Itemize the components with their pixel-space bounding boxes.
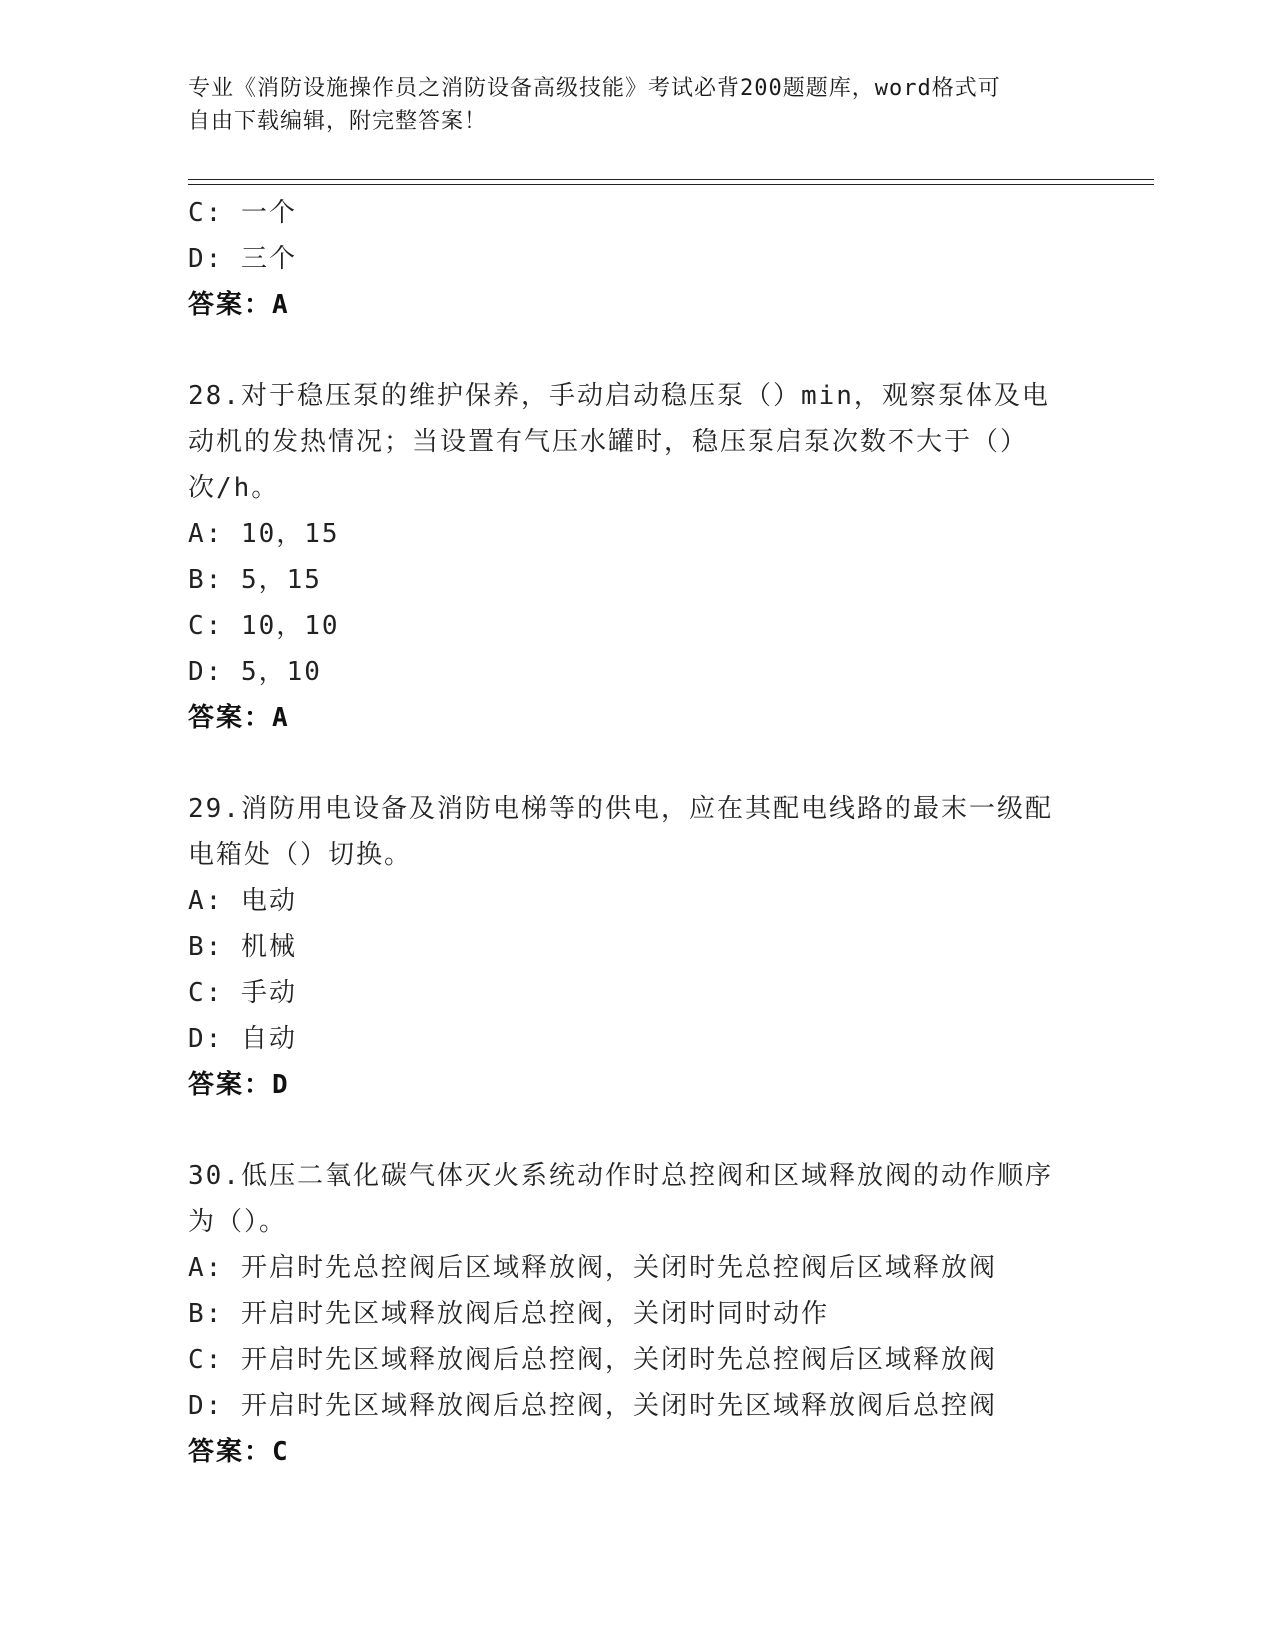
answer-line: 答案：A [188, 290, 290, 320]
question-text-line: 28.对于稳压泵的维护保养，手动启动稳压泵（）min，观察泵体及电 [188, 381, 1050, 411]
header-rule-top [188, 179, 1154, 180]
question-29 [188, 786, 1088, 1108]
spacer [188, 328, 1088, 373]
question-list [188, 190, 1088, 1475]
question-30 [188, 1153, 1088, 1475]
answer-line: 答案：C [188, 1437, 290, 1467]
option-a: A: 电动 [188, 886, 297, 916]
option-c: C: 手动 [188, 978, 297, 1008]
question-27-tail [188, 190, 1088, 328]
option-b: B: 5，15 [188, 565, 322, 595]
option-c: C: 10，10 [188, 611, 340, 641]
option-d: D: 自动 [188, 1024, 297, 1054]
question-text-line: 30.低压二氧化碳气体灭火系统动作时总控阀和区域释放阀的动作顺序 [188, 1161, 1053, 1191]
question-text-line: 为（）。 [188, 1207, 288, 1237]
answer-line: 答案：D [188, 1070, 290, 1100]
question-text-line: 次/h。 [188, 473, 280, 503]
spacer [188, 741, 1088, 786]
header-line-1: 专业《消防设施操作员之消防设备高级技能》考试必背200题题库，word格式可 [188, 76, 1001, 101]
question-text-line: 动机的发热情况；当设置有气压水罐时，稳压泵启泵次数不大于（） [188, 427, 1029, 457]
option-c: C: 开启时先区域释放阀后总控阀，关闭时先总控阀后区域释放阀 [188, 1345, 997, 1375]
option-d: D: 开启时先区域释放阀后总控阀，关闭时先区域释放阀后总控阀 [188, 1391, 997, 1421]
spacer [188, 1108, 1088, 1153]
option-a: A: 10，15 [188, 519, 340, 549]
question-28 [188, 373, 1088, 741]
header-rule-bottom [188, 184, 1154, 185]
page-header [188, 72, 1088, 138]
header-line-2: 自由下载编辑，附完整答案！ [188, 109, 488, 134]
option-a: A: 开启时先总控阀后区域释放阀，关闭时先总控阀后区域释放阀 [188, 1253, 997, 1283]
question-text-line: 29.消防用电设备及消防电梯等的供电，应在其配电线路的最末一级配 [188, 794, 1053, 824]
option-c: C: 一个 [188, 198, 297, 228]
option-b: B: 机械 [188, 932, 297, 962]
answer-line: 答案：A [188, 703, 290, 733]
option-b: B: 开启时先区域释放阀后总控阀，关闭时同时动作 [188, 1299, 829, 1329]
option-d: D: 5，10 [188, 657, 322, 687]
question-text-line: 电箱处（）切换。 [188, 840, 413, 870]
option-d: D: 三个 [188, 244, 297, 274]
